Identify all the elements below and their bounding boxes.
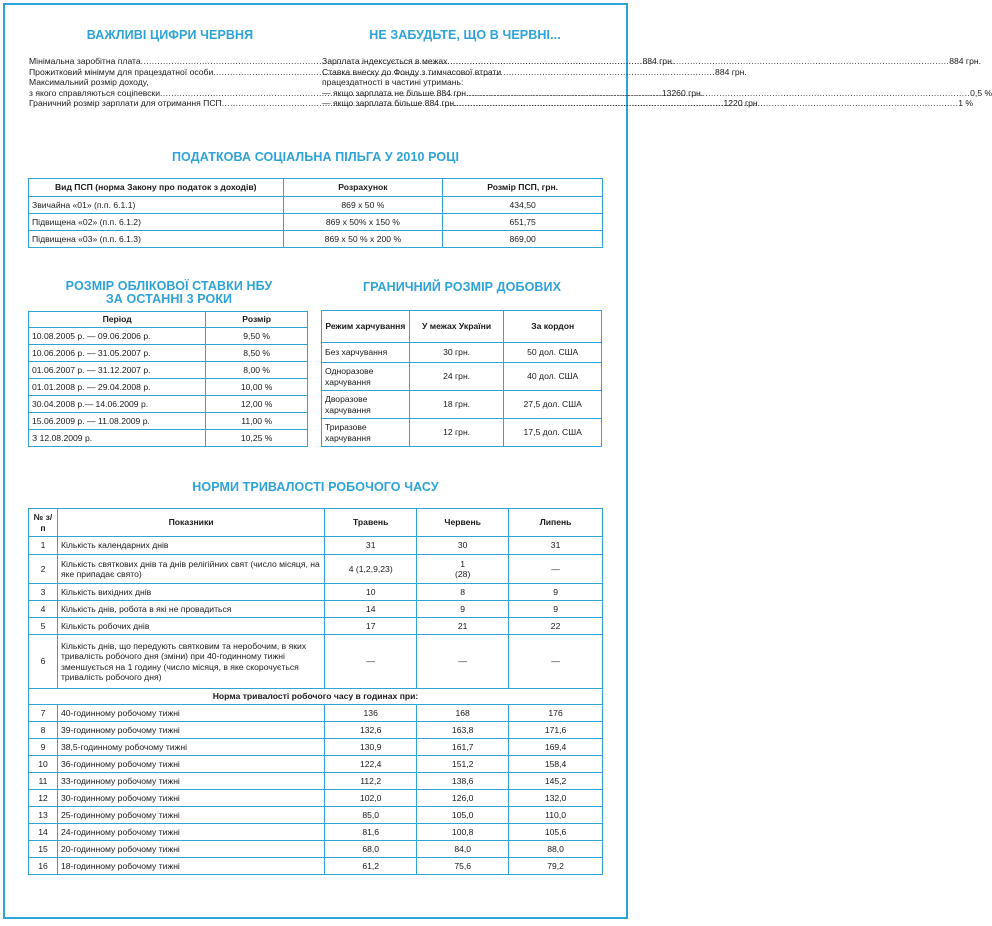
- table-subheader-row: [29, 689, 603, 705]
- table-cell: 40-годинному робочому тижні: [57, 705, 324, 722]
- table-cell: —: [509, 555, 603, 584]
- table-cell: 15: [29, 841, 58, 858]
- hours-title: НОРМИ ТРИВАЛОСТІ РОБОЧОГО ЧАСУ: [192, 480, 439, 494]
- table-cell: 168: [417, 705, 509, 722]
- table-cell: 122,4: [325, 756, 417, 773]
- table-cell: 18-годинному робочому тижні: [57, 858, 324, 875]
- item-label: Мінімальна заробітна плата: [29, 56, 141, 66]
- table-cell: 10: [29, 756, 58, 773]
- item-label: — якщо зарплата не більше 884 грн.: [322, 87, 469, 98]
- table-cell: 4 (1,2,9,23): [325, 555, 417, 584]
- table-cell: Кількість днів, робота в які не провадиться: [57, 601, 324, 618]
- table-cell: 17: [325, 618, 417, 635]
- table-cell: Кількість вихідних днів: [57, 584, 324, 601]
- table-cell: 61,2: [325, 858, 417, 875]
- table-cell: 01.01.2008 р. — 29.04.2008 р.: [29, 379, 206, 396]
- table-cell: 102,0: [325, 790, 417, 807]
- table-cell: 434,50: [443, 197, 603, 214]
- table-cell: Без харчування: [322, 343, 410, 363]
- table-row: [29, 328, 308, 345]
- table-cell: 16: [29, 858, 58, 875]
- table-cell: 15.06.2009 р. — 11.08.2009 р.: [29, 413, 206, 430]
- per-diem-table: [321, 310, 602, 447]
- table-cell: 12,00 %: [206, 396, 308, 413]
- column-header: Розрахунок: [283, 179, 443, 197]
- table-row: [29, 396, 308, 413]
- table-row: [29, 413, 308, 430]
- table-row: [29, 537, 603, 555]
- table-cell: Триразове харчування: [322, 419, 410, 447]
- table-cell: 163,8: [417, 722, 509, 739]
- table-cell: —: [509, 635, 603, 689]
- table-cell: 9: [29, 739, 58, 756]
- reminder-title: НЕ ЗАБУДЬТЕ, ЩО В ЧЕРВНІ...: [369, 28, 561, 42]
- table-row: [29, 635, 603, 689]
- table-cell: 138,6: [417, 773, 509, 790]
- table-cell: 20-годинному робочому тижні: [57, 841, 324, 858]
- table-cell: 31: [325, 537, 417, 555]
- table-cell: —: [417, 635, 509, 689]
- item-value: 1220 грн.: [723, 98, 761, 109]
- table-cell: 158,4: [509, 756, 603, 773]
- table-row: [322, 343, 602, 363]
- table-cell: 9: [509, 601, 603, 618]
- column-header: Вид ПСП (норма Закону про податок з доходів): [29, 179, 284, 197]
- table-cell: Кількість днів, що передують святковим та неробочим, в яких тривалість робочого дня (зміни) при 40-годинному тижні зменшується на 1 годину (число місяця, в яке скорочується тривалість робочого дня): [57, 635, 324, 689]
- table-cell: 22: [509, 618, 603, 635]
- table-cell: 105,6: [509, 824, 603, 841]
- nbu-title-line2: ЗА ОСТАННІ 3 РОКИ: [105, 292, 233, 306]
- table-header-row: [29, 179, 603, 197]
- table-cell: 105,0: [417, 807, 509, 824]
- table-cell: 68,0: [325, 841, 417, 858]
- key-figures-title: ВАЖЛИВІ ЦИФРИ ЧЕРВНЯ: [86, 28, 254, 42]
- table-cell: 132,0: [509, 790, 603, 807]
- item-value: 1 %: [958, 98, 974, 109]
- table-cell: 88,0: [509, 841, 603, 858]
- column-header: № з/п: [29, 509, 58, 537]
- table-cell: 31: [509, 537, 603, 555]
- table-cell: Дворазове харчування: [322, 391, 410, 419]
- table-cell: 13: [29, 807, 58, 824]
- table-cell: 651,75: [443, 214, 603, 231]
- item-label: Зарплата індексується в межах: [322, 56, 448, 66]
- table-cell: 30.04.2008 р.— 14.06.2009 р.: [29, 396, 206, 413]
- table-cell: 869 x 50 % x 200 %: [283, 231, 443, 248]
- table-cell: 3: [29, 584, 58, 601]
- table-row: [29, 379, 308, 396]
- table-cell: 30-годинному робочому тижні: [57, 790, 324, 807]
- table-cell: 17,5 дол. США: [504, 419, 602, 447]
- hours-table: [28, 508, 603, 875]
- table-cell: 869 x 50% x 150 %: [283, 214, 443, 231]
- table-cell: 100,8: [417, 824, 509, 841]
- table-row: [29, 214, 603, 231]
- table-row: [29, 584, 603, 601]
- table-header-row: [29, 509, 603, 537]
- table-header-row: [29, 312, 308, 328]
- per-diem-title: ГРАНИЧНИЙ РОЗМІР ДОБОВИХ: [362, 280, 562, 294]
- table-cell: 10.08.2005 р. — 09.06.2006 р.: [29, 328, 206, 345]
- table-cell: 14: [325, 601, 417, 618]
- table-row: [29, 807, 603, 824]
- table-row: [322, 419, 602, 447]
- table-cell: 38,5-годинному робочому тижні: [57, 739, 324, 756]
- table-row: [322, 363, 602, 391]
- table-cell: 130,9: [325, 739, 417, 756]
- nbu-title: [30, 280, 308, 306]
- column-header: За кордон: [504, 311, 602, 343]
- table-row: [29, 430, 308, 447]
- nbu-table: [28, 311, 308, 447]
- table-cell: 1: [29, 537, 58, 555]
- table-cell: Кількість робочих днів: [57, 618, 324, 635]
- table-cell: 161,7: [417, 739, 509, 756]
- table-row: [29, 841, 603, 858]
- table-cell: 126,0: [417, 790, 509, 807]
- table-cell: 132,6: [325, 722, 417, 739]
- table-row: [29, 601, 603, 618]
- nbu-title-line1: РОЗМІР ОБЛІКОВОЇ СТАВКИ НБУ: [65, 279, 273, 293]
- table-cell: 30: [417, 537, 509, 555]
- column-header: Червень: [417, 509, 509, 537]
- item-label: — якщо зарплата більше 884 грн.: [322, 98, 457, 109]
- table-cell: З 12.08.2009 р.: [29, 430, 206, 447]
- list-item: [29, 77, 305, 88]
- table-row: [29, 756, 603, 773]
- column-header: Режим харчування: [322, 311, 410, 343]
- table-cell: 7: [29, 705, 58, 722]
- item-value: 0,5 %: [970, 87, 992, 98]
- table-cell: 10,25 %: [206, 430, 308, 447]
- table-row: [29, 362, 308, 379]
- table-cell: 11: [29, 773, 58, 790]
- table-cell: 39-годинному робочому тижні: [57, 722, 324, 739]
- item-label: працездатності в частині утримань:: [322, 77, 464, 88]
- table-cell: 25-годинному робочому тижні: [57, 807, 324, 824]
- table-cell: 36-годинному робочому тижні: [57, 756, 324, 773]
- table-cell: 33-годинному робочому тижні: [57, 773, 324, 790]
- item-value: 884 грн.: [715, 66, 747, 77]
- table-cell: 6: [29, 635, 58, 689]
- column-header: Розмір: [206, 312, 308, 328]
- table-row: [29, 231, 603, 248]
- item-label: Прожитковий мінімум для працездатної особи: [29, 66, 214, 77]
- column-header: Період: [29, 312, 206, 328]
- list-item: [322, 67, 601, 78]
- psp-title: ПОДАТКОВА СОЦІАЛЬНА ПІЛЬГА У 2010 РОЦІ: [171, 150, 460, 164]
- item-value: 13260 грн.: [661, 87, 704, 98]
- table-cell: 75,6: [417, 858, 509, 875]
- psp-table: [28, 178, 603, 248]
- column-header: Липень: [509, 509, 603, 537]
- table-cell: 24-годинному робочому тижні: [57, 824, 324, 841]
- item-label: Граничний розмір зарплати для отримання ПСП: [29, 98, 222, 109]
- table-row: [29, 197, 603, 214]
- table-cell: 12 грн.: [409, 419, 504, 447]
- table-cell: 151,2: [417, 756, 509, 773]
- table-cell: 176: [509, 705, 603, 722]
- table-cell: Підвищена «02» (п.п. 6.1.2): [29, 214, 284, 231]
- item-value: 884 грн.: [642, 56, 675, 66]
- table-header-row: [322, 311, 602, 343]
- table-row: [29, 824, 603, 841]
- table-cell: 9,50 %: [206, 328, 308, 345]
- table-cell: Кількість календарних днів: [57, 537, 324, 555]
- table-cell: 5: [29, 618, 58, 635]
- table-cell: 21: [417, 618, 509, 635]
- table-cell: 50 дол. США: [504, 343, 602, 363]
- table-cell: 171,6: [509, 722, 603, 739]
- table-cell: 136: [325, 705, 417, 722]
- table-cell: 145,2: [509, 773, 603, 790]
- table-cell: 8,50 %: [206, 345, 308, 362]
- column-header: Показники: [57, 509, 324, 537]
- table-cell: 10,00 %: [206, 379, 308, 396]
- table-cell: 10.06.2006 р. — 31.05.2007 р.: [29, 345, 206, 362]
- column-header: Травень: [325, 509, 417, 537]
- table-cell: 8: [29, 722, 58, 739]
- item-label: Ставка внеску до Фонду з тимчасової втрати: [322, 66, 502, 77]
- table-row: [29, 722, 603, 739]
- table-cell: 01.06.2007 р. — 31.12.2007 р.: [29, 362, 206, 379]
- table-row: [29, 739, 603, 756]
- table-cell: 14: [29, 824, 58, 841]
- item-label: Максимальний розмір доходу,: [29, 77, 149, 88]
- table-cell: 869 x 50 %: [283, 197, 443, 214]
- table-cell: 27,5 дол. США: [504, 391, 602, 419]
- table-cell: 30 грн.: [409, 343, 504, 363]
- table-cell: 169,4: [509, 739, 603, 756]
- column-header: У межах України: [409, 311, 504, 343]
- table-row: [29, 618, 603, 635]
- table-cell: 79,2: [509, 858, 603, 875]
- table-subheader: Норма тривалості робочого часу в годинах при:: [29, 689, 603, 705]
- item-value: 884 грн.: [949, 56, 981, 66]
- table-cell: 869,00: [443, 231, 603, 248]
- table-cell: 112,2: [325, 773, 417, 790]
- table-cell: 40 дол. США: [504, 363, 602, 391]
- table-cell: 9: [417, 601, 509, 618]
- item-label: з якого справляються соціпевски: [29, 87, 161, 98]
- table-row: [29, 773, 603, 790]
- table-row: [29, 705, 603, 722]
- table-row: [322, 391, 602, 419]
- table-row: [29, 555, 603, 584]
- list-item: [322, 77, 601, 88]
- table-cell: 84,0: [417, 841, 509, 858]
- table-cell: 8,00 %: [206, 362, 308, 379]
- table-cell: Підвищена «03» (п.п. 6.1.3): [29, 231, 284, 248]
- table-cell: 18 грн.: [409, 391, 504, 419]
- table-cell: 12: [29, 790, 58, 807]
- table-cell: 110,0: [509, 807, 603, 824]
- list-item: [322, 56, 981, 67]
- table-cell: 4: [29, 601, 58, 618]
- table-cell: 10: [325, 584, 417, 601]
- table-cell: Звичайна «01» (п.п. 6.1.1): [29, 197, 284, 214]
- table-cell: 85,0: [325, 807, 417, 824]
- table-cell: 9: [509, 584, 603, 601]
- table-cell: 2: [29, 555, 58, 584]
- table-cell: 24 грн.: [409, 363, 504, 391]
- table-cell: —: [325, 635, 417, 689]
- table-cell: 81,6: [325, 824, 417, 841]
- table-cell: Одноразове харчування: [322, 363, 410, 391]
- table-row: [29, 345, 308, 362]
- table-cell: Кількість святкових днів та днів релігійних свят (число місяця, на яке припадає свято): [57, 555, 324, 584]
- table-cell: 8: [417, 584, 509, 601]
- table-row: [29, 790, 603, 807]
- table-cell: 1 (28): [417, 555, 509, 584]
- table-row: [29, 858, 603, 875]
- column-header: Розмір ПСП, грн.: [443, 179, 603, 197]
- table-cell: 11,00 %: [206, 413, 308, 430]
